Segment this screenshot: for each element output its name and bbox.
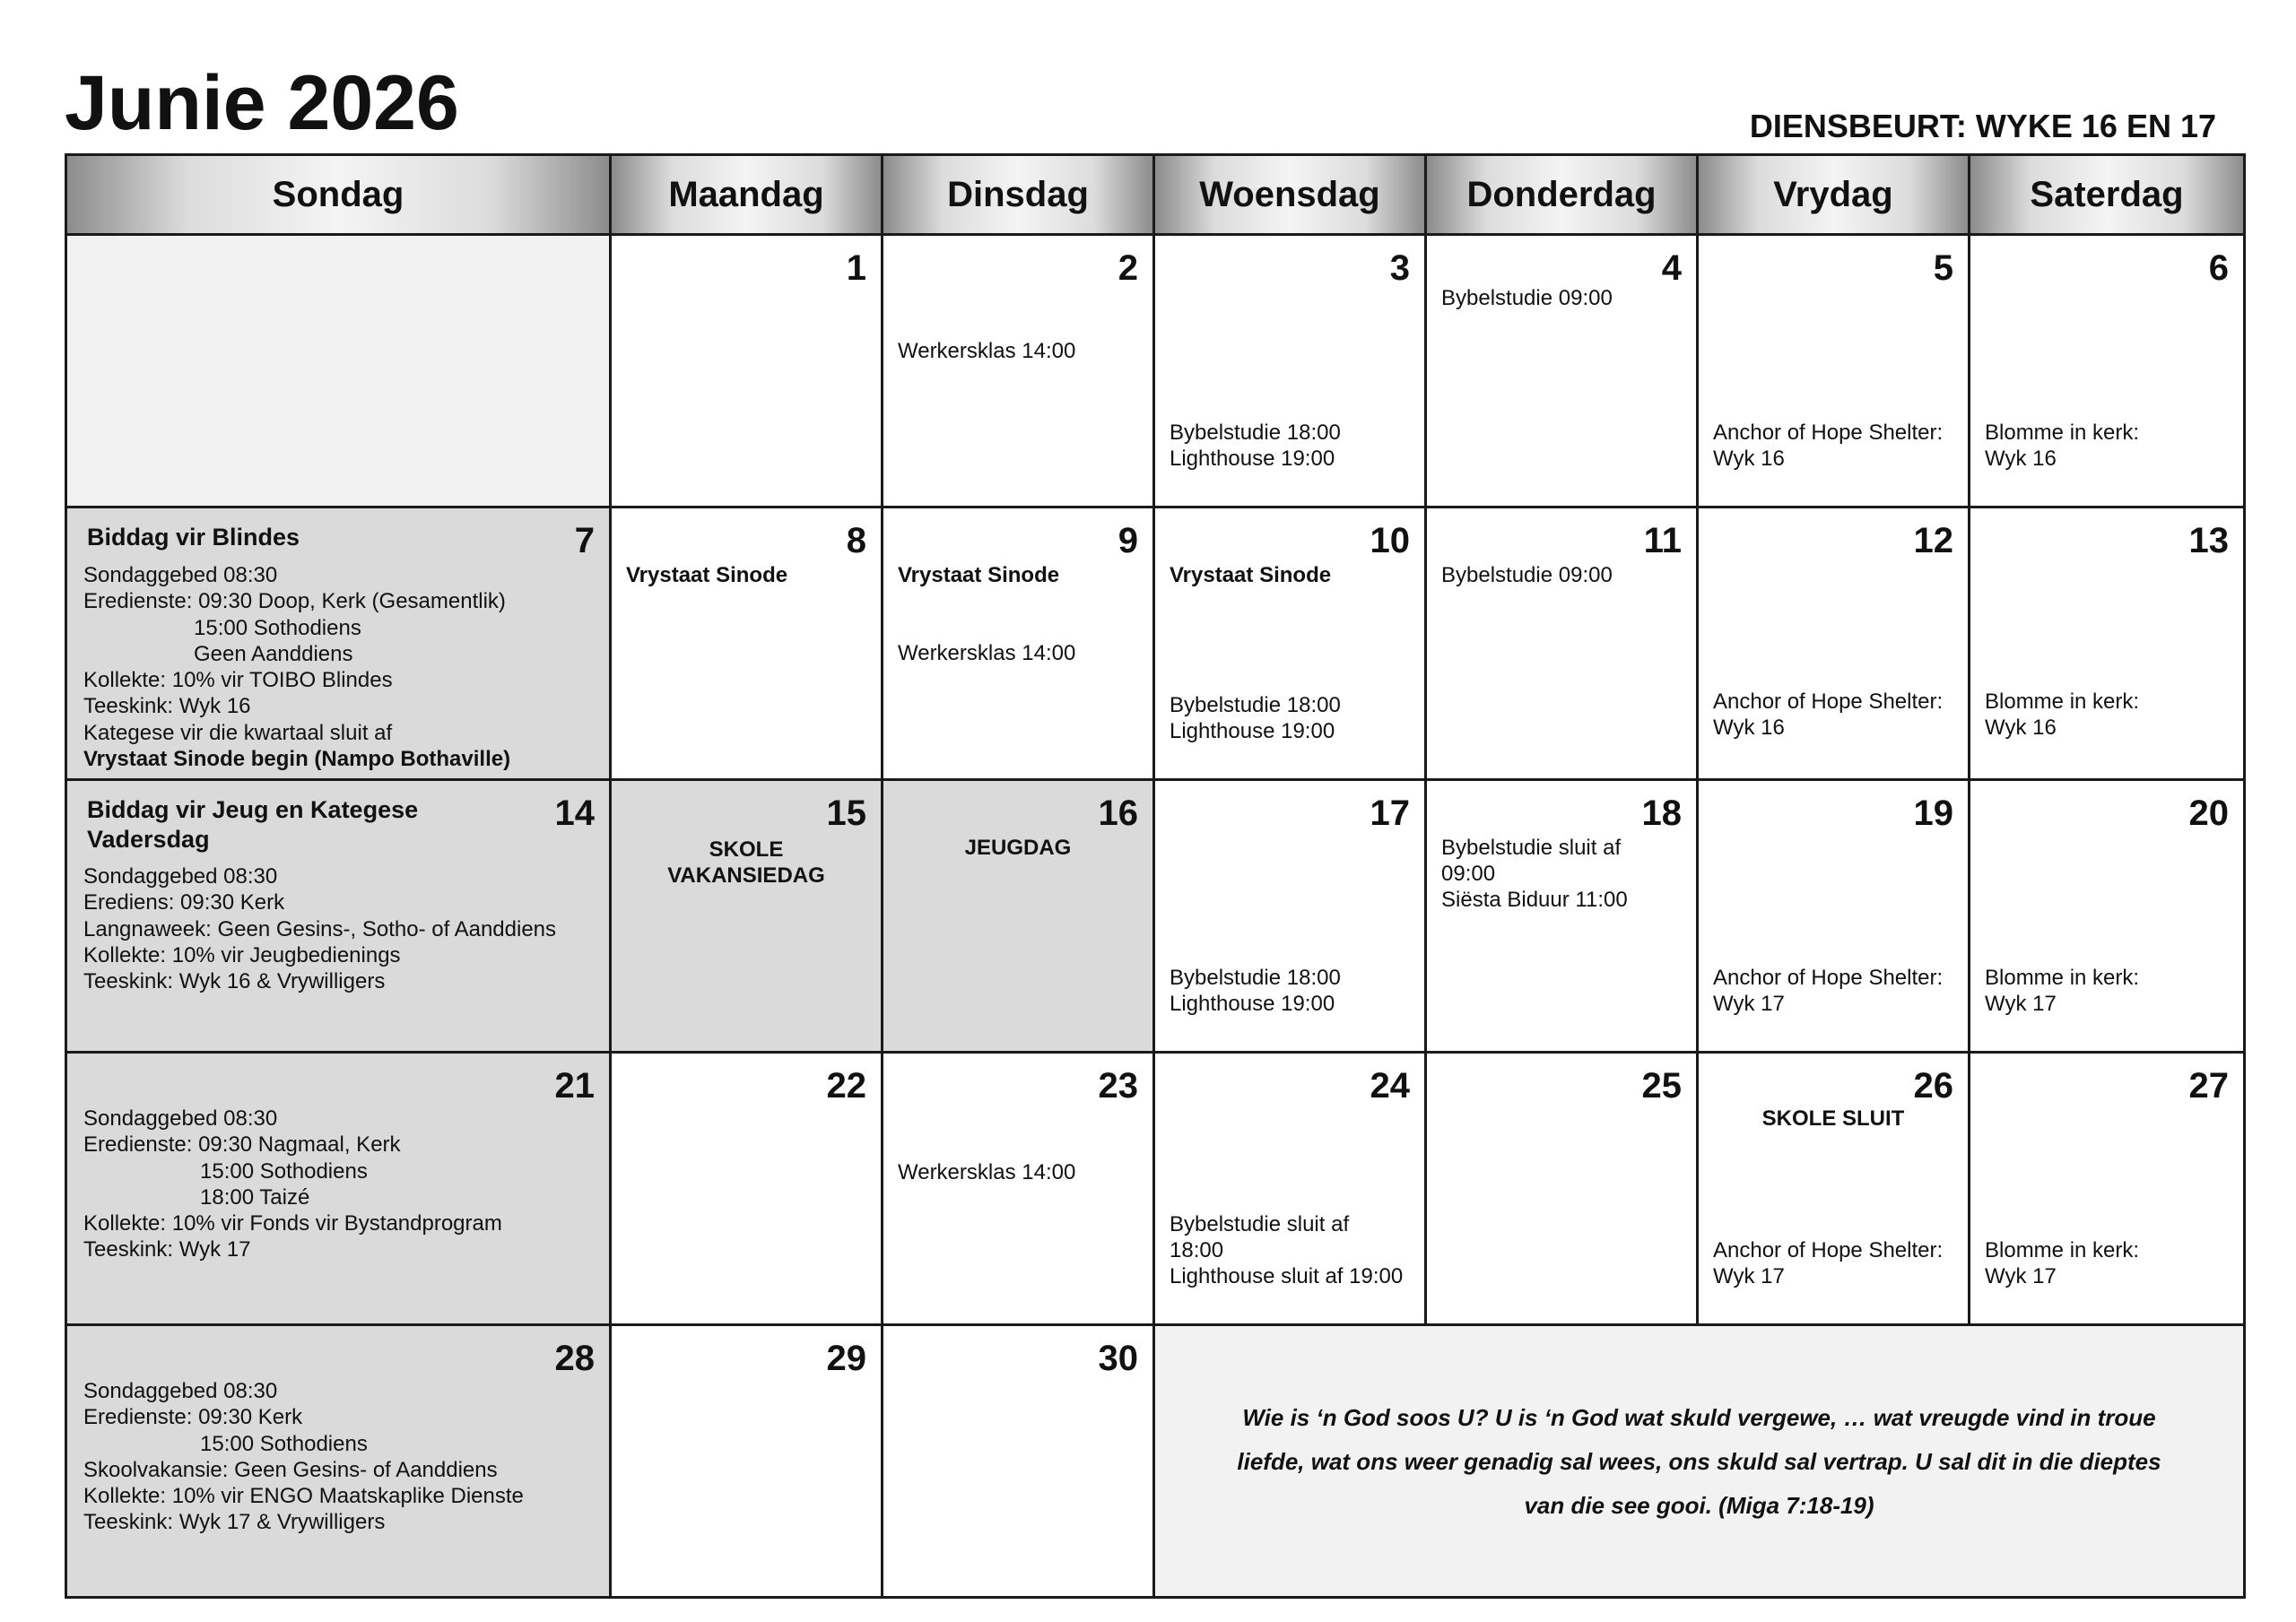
event-text: Bybelstudie sluit af [1441,836,1622,860]
event-text: Siësta Biduur 11:00 [1441,888,1628,912]
heading-line: Vadersdag [87,826,210,853]
day-number: 18 [1641,794,1682,833]
detail-line: Kollekte: 10% vir TOIBO Blindes [83,668,393,693]
day-number: 21 [554,1066,595,1106]
heading-line: Biddag vir Jeug en Kategese [87,796,419,823]
event-text: Bybelstudie 09:00 [1441,286,1613,310]
day-number: 16 [1098,794,1138,833]
event-text: Lighthouse 19:00 [1170,447,1335,471]
day-cell-4[interactable] [1426,235,1698,507]
day-cell-8[interactable] [611,507,883,780]
event-text: Lighthouse sluit af 19:00 [1170,1264,1404,1288]
weekday-header-sunday: Sondag [66,155,611,235]
event-text: Wyk 17 [1713,1264,1785,1288]
event-text: Anchor of Hope Shelter: [1713,690,1944,714]
day-number: 28 [554,1339,595,1378]
detail-line: Eredienste: 09:30 Doop, Kerk (Gesamentlik) [83,589,506,614]
day-cell-3[interactable] [1154,235,1426,507]
event-text: Wyk 16 [1985,447,2057,471]
day-number: 22 [826,1066,866,1106]
day-number: 1 [846,248,866,288]
day-cell-6[interactable] [1970,235,2245,507]
event-text: 18:00 [1170,1238,1224,1262]
detail-line: Kollekte: 10% vir ENGO Maatskaplike Dienste [83,1484,524,1509]
detail-line: 15:00 Sothodiens [200,1431,368,1456]
day-number: 13 [2188,521,2229,560]
day-number: 2 [1118,248,1138,288]
sunday-details [83,562,600,772]
quote-line: Wie is ‘n God soos U? U is ‘n God wat skuld vergewe, … wat vreugde vind in troue [1242,1404,2156,1431]
day-number: 15 [826,794,866,833]
detail-line: Kollekte: 10% vir Fonds vir Bystandprogram [83,1211,502,1236]
detail-line: Erediens: 09:30 Kerk [83,890,285,915]
event-text: Werkersklas 14:00 [898,339,1076,363]
detail-line: Kollekte: 10% vir Jeugbedienings [83,942,401,967]
day-cell-14[interactable] [66,780,611,1053]
weekday-header-wednesday: Woensdag [1154,155,1426,235]
day-number: 10 [1370,521,1410,560]
weekday-header-row [66,155,2245,235]
week-row [66,1325,2245,1598]
detail-line: Eredienste: 09:30 Nagmaal, Kerk [83,1132,401,1158]
detail-line: Teeskink: Wyk 17 & Vrywilligers [83,1510,386,1535]
day-cell-16[interactable] [883,780,1154,1053]
detail-line: Eredienste: 09:30 Kerk [83,1405,303,1430]
day-number: 19 [1913,794,1953,833]
event-text: SKOLE [709,837,784,862]
weekday-header-tuesday: Dinsdag [883,155,1154,235]
empty-day-cell [66,235,611,507]
day-cell-5[interactable] [1698,235,1970,507]
day-cell-13[interactable] [1970,507,2245,780]
event-text: Bybelstudie 18:00 [1170,421,1341,445]
day-cell-17[interactable] [1154,780,1426,1053]
day-cell-19[interactable] [1698,780,1970,1053]
event-text: Vrystaat Sinode [898,563,1060,587]
detail-line: Vrystaat Sinode begin (Nampo Bothaville) [83,747,511,772]
event-text: Lighthouse 19:00 [1170,992,1335,1016]
event-text: Wyk 16 [1713,716,1785,740]
detail-line: 18:00 Taizé [200,1184,310,1210]
detail-line: Geen Aanddiens [194,641,353,666]
weekday-header-monday: Maandag [611,155,883,235]
sunday-details [83,863,600,994]
weekday-header-friday: Vrydag [1698,155,1970,235]
event-text: Wyk 17 [1713,992,1785,1016]
event-text: Anchor of Hope Shelter: [1713,966,1944,990]
event-text: 09:00 [1441,862,1496,886]
day-cell-30[interactable] [883,1325,1154,1598]
event-text: Bybelstudie 09:00 [1441,563,1613,587]
event-text: Blomme in kerk: [1985,421,2140,445]
event-text: Anchor of Hope Shelter: [1713,1238,1944,1262]
scripture-quote [1209,1396,2189,1528]
day-number: 17 [1370,794,1410,833]
day-number: 14 [554,794,595,833]
day-cell-20[interactable] [1970,780,2245,1053]
detail-line: Teeskink: Wyk 16 [83,694,251,719]
day-number: 9 [1118,521,1138,560]
detail-line: Skoolvakansie: Geen Gesins- of Aanddiens [83,1457,498,1482]
day-cell-1[interactable] [611,235,883,507]
sunday-details [83,1106,600,1263]
day-cell-18[interactable] [1426,780,1698,1053]
week-row [66,780,2245,1053]
event-text: Wyk 17 [1985,992,2057,1016]
day-cell-26[interactable] [1698,1053,1970,1325]
detail-line: 15:00 Sothodiens [194,615,361,640]
event-text: Blomme in kerk: [1985,966,2140,990]
weekday-header-thursday: Donderdag [1426,155,1698,235]
day-number: 7 [574,521,595,560]
duty-roster-label: DIENSBEURT: WYKE 16 EN 17 [1749,108,2216,144]
day-number: 12 [1913,521,1953,560]
week-row [66,1053,2245,1325]
event-text: JEUGDAG [964,836,1072,860]
quote-line: liefde, wat ons weer genadig sal wees, ons skuld sal vertrap. U sal dit in die dieptes [1237,1448,2161,1475]
day-cell-24[interactable] [1154,1053,1426,1325]
quote-line: van die see gooi. (Miga 7:18-19) [1524,1492,1874,1519]
event-text: Vrystaat Sinode [1170,563,1332,587]
sunday-heading: Biddag vir Blindes [87,524,300,551]
event-text: Vrystaat Sinode [626,563,788,587]
detail-line: Sondaggebed 08:30 [83,864,278,889]
weekday-header-saturday: Saterdag [1970,155,2245,235]
day-cell-21[interactable] [66,1053,611,1325]
week-row [66,235,2245,507]
day-number: 30 [1098,1339,1138,1378]
event-text: Werkersklas 14:00 [898,1160,1076,1184]
day-number: 11 [1643,521,1682,560]
day-cell-15[interactable] [611,780,883,1053]
day-number: 6 [2208,248,2229,288]
event-text: Wyk 16 [1713,447,1785,471]
day-cell-29[interactable] [611,1325,883,1598]
event-text: SKOLE SLUIT [1761,1106,1905,1131]
calendar-grid [65,153,2246,1599]
sunday-details [83,1378,600,1536]
week-row [66,507,2245,780]
day-number: 4 [1661,248,1682,288]
day-number: 24 [1370,1066,1410,1106]
detail-line: Langnaweek: Geen Gesins-, Sotho- of Aanddiens [83,916,557,941]
sunday-heading [87,795,418,854]
detail-line: Kategese vir die kwartaal sluit af [83,720,393,745]
day-number: 3 [1389,248,1410,288]
detail-line: Teeskink: Wyk 17 [83,1237,251,1262]
detail-line: Sondaggebed 08:30 [83,1379,278,1403]
day-cell-12[interactable] [1698,507,1970,780]
event-text: Bybelstudie sluit af [1170,1212,1350,1236]
event-text: Werkersklas 14:00 [898,641,1076,665]
event-text: Blomme in kerk: [1985,690,2140,714]
day-number: 5 [1933,248,1953,288]
event-text: Wyk 16 [1985,716,2057,740]
day-number: 25 [1641,1066,1682,1106]
day-cell-9[interactable] [883,507,1154,780]
page-title: Junie 2026 [65,60,459,146]
day-cell-2[interactable] [883,235,1154,507]
event-text: Wyk 17 [1985,1264,2057,1288]
detail-line: Sondaggebed 08:30 [83,1106,278,1131]
event-text: VAKANSIEDAG [667,863,825,888]
day-cell-11[interactable] [1426,507,1698,780]
day-number: 8 [846,521,866,560]
event-text: Anchor of Hope Shelter: [1713,421,1944,445]
detail-line: Teeskink: Wyk 16 & Vrywilligers [83,969,386,994]
event-text: Blomme in kerk: [1985,1238,2140,1262]
day-number: 29 [826,1339,866,1378]
event-text: Lighthouse 19:00 [1170,719,1335,743]
day-cell-10[interactable] [1154,507,1426,780]
event-text: Bybelstudie 18:00 [1170,966,1341,990]
detail-line: 15:00 Sothodiens [200,1158,368,1184]
day-cell-23[interactable] [883,1053,1154,1325]
scripture-quote-cell [1154,1325,2245,1598]
day-number: 26 [1913,1066,1953,1106]
day-number: 23 [1098,1066,1138,1106]
day-number: 20 [2188,794,2229,833]
day-cell-28[interactable] [66,1325,611,1598]
day-cell-25[interactable] [1426,1053,1698,1325]
day-number: 27 [2188,1066,2229,1106]
day-cell-27[interactable] [1970,1053,2245,1325]
event-text: Bybelstudie 18:00 [1170,693,1341,717]
day-cell-7[interactable] [66,507,611,780]
day-cell-22[interactable] [611,1053,883,1325]
detail-line: Sondaggebed 08:30 [83,563,278,587]
